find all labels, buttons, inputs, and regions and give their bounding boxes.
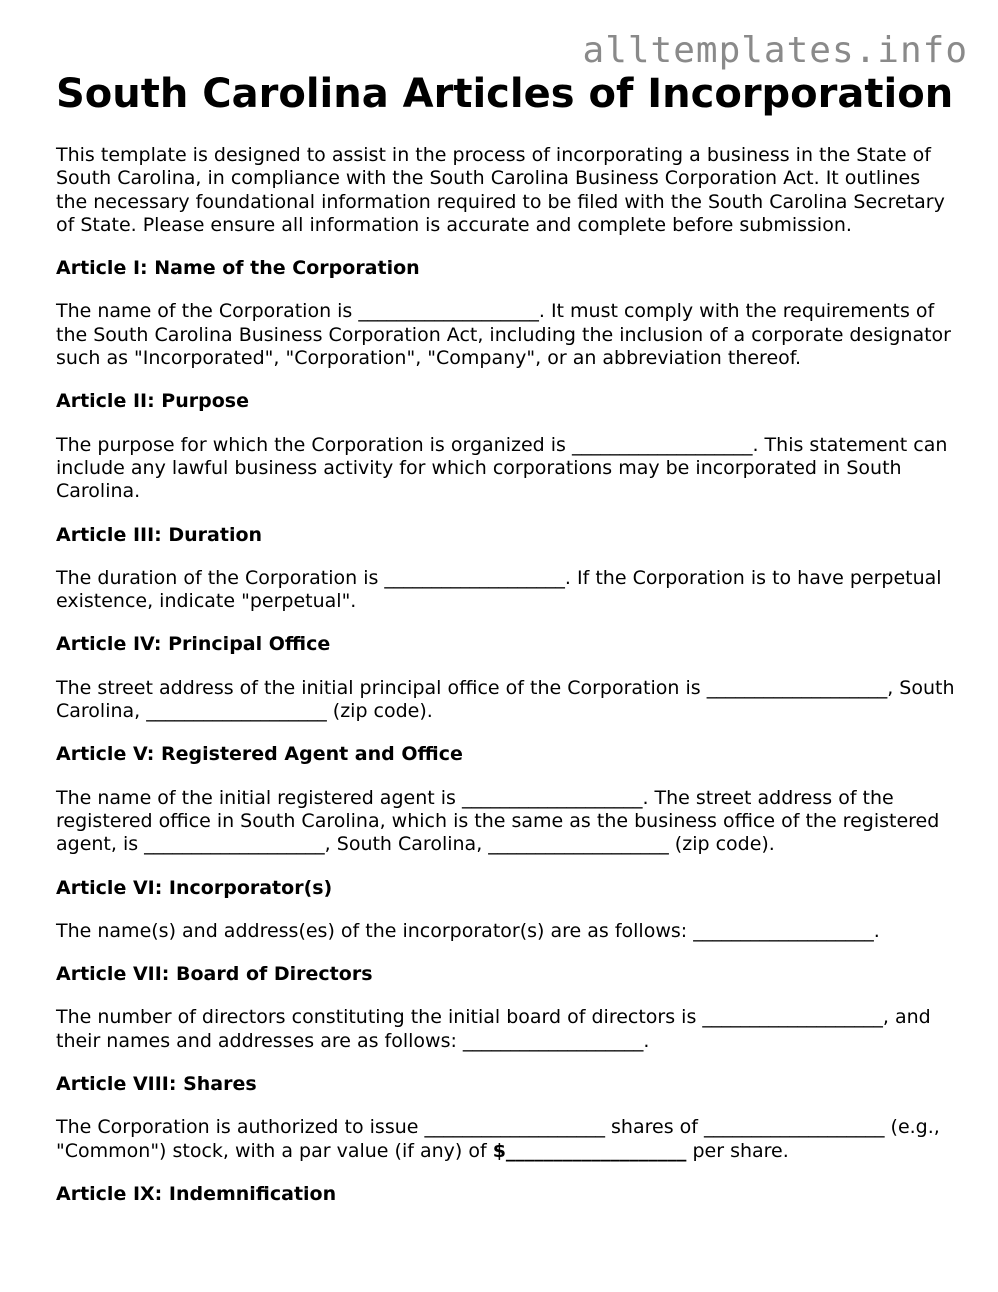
article-5-body: The name of the initial registered agent is ___________________. The street address of the registered office in South Carolina, which is the same as the business office of the registered agent, is ___________________, South Carolina, ___________________ (zip code).	[56, 786, 940, 856]
article-2-body: The purpose for which the Corporation is organized is ___________________. This statement can include any lawful business activity for which corporations may be incorporated in South Carolina.	[56, 433, 948, 503]
article-8-body-tail: per share.	[686, 1139, 789, 1162]
article-5-heading: Article V: Registered Agent and Office	[56, 743, 463, 766]
article-8-heading: Article VIII: Shares	[56, 1073, 257, 1096]
article-6-heading: Article VI: Incorporator(s)	[56, 876, 333, 899]
article-9-heading: Article IX: Indemnification	[56, 1182, 337, 1205]
document-title: South Carolina Articles of Incorporation	[56, 71, 954, 117]
article-3-body: The duration of the Corporation is ___________________. If the Corporation is to have perpetual existence, indicate "perpetual".	[56, 566, 942, 613]
document-page	[56, 70, 956, 1226]
article-1-heading: Article I: Name of the Corporation	[56, 257, 420, 280]
intro-paragraph: This template is designed to assist in the process of incorporating a business in the State of South Carolina, in compliance with the South Carolina Business Corporation Act. It outlines the necessary foundational information required to be filed with the South Carolina Secretary of State. Please ensure all information is accurate and complete before submission.	[56, 144, 945, 236]
article-3-heading: Article III: Duration	[56, 523, 263, 546]
article-6-body: The name(s) and address(es) of the incorporator(s) are as follows: ___________________.	[56, 919, 880, 942]
article-7-heading: Article VII: Board of Directors	[56, 963, 373, 986]
article-2-heading: Article II: Purpose	[56, 390, 249, 413]
article-4-heading: Article IV: Principal Office	[56, 633, 331, 656]
par-value-blank: $___________________	[492, 1139, 687, 1162]
article-7-body: The number of directors constituting the initial board of directors is ___________________, and their names and addresses are as follows: ___________________.	[56, 1006, 931, 1052]
article-8-body-text: The Corporation is authorized to issue ___________________ shares of ___________________ (e.g., "Common") stock, with a par value (if any) of	[56, 1116, 940, 1162]
article-4-body: The street address of the initial principal office of the Corporation is ___________________, South Carolina, ___________________ (zip code).	[56, 676, 955, 723]
article-1-body: The name of the Corporation is ___________________. It must comply with the requirements of the South Carolina Business Corporation Act, including the inclusion of a corporate designator such as "Incorporated", "Corporation", "Company", or an abbreviation thereof.	[56, 300, 951, 370]
watermark-text: alltemplates.info	[582, 30, 968, 71]
article-8-body	[56, 1116, 956, 1163]
